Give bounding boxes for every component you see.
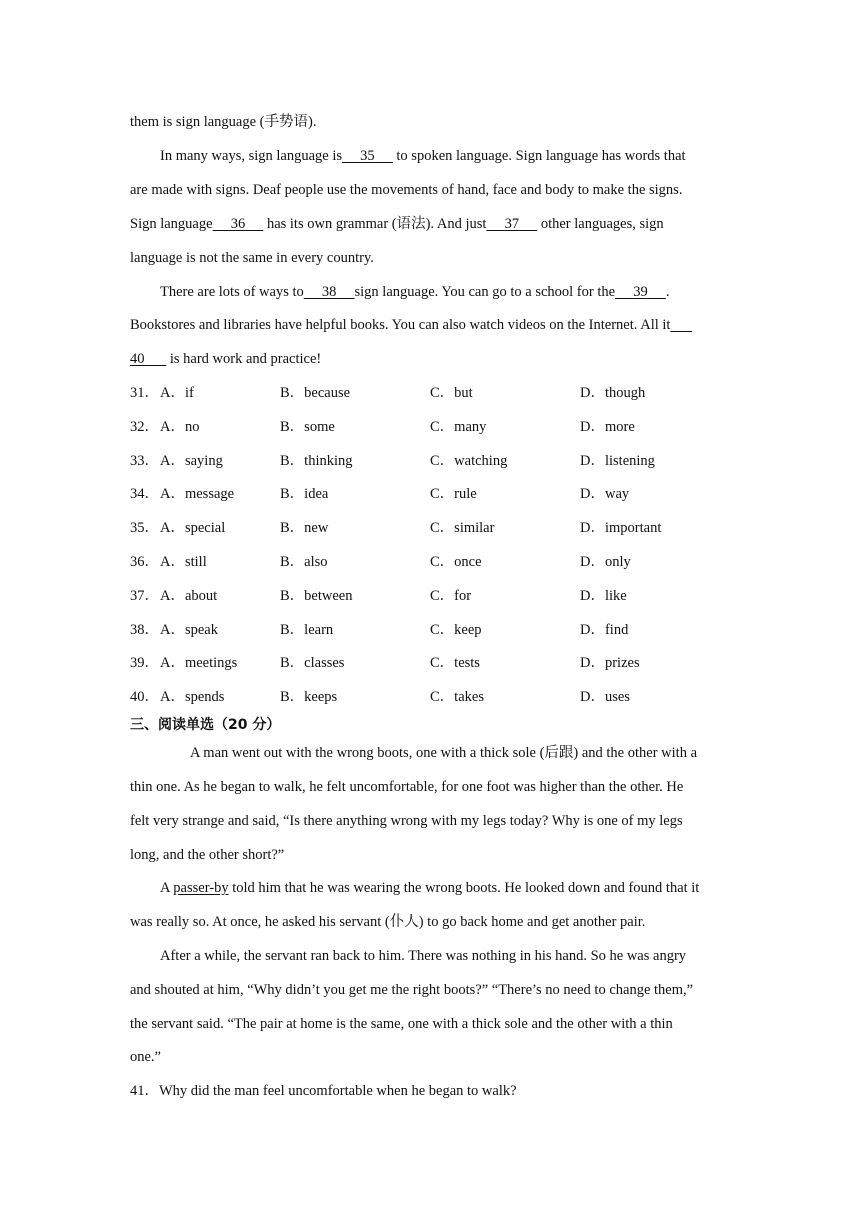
section-heading: 三、阅读单选（20 分） xyxy=(130,717,281,733)
option-b: B．because xyxy=(280,385,351,401)
passage-line: one.” xyxy=(130,1049,161,1065)
passage-line: 40 is hard work and practice! xyxy=(130,351,322,367)
option-b: B．also xyxy=(280,554,328,570)
option-c: C．many xyxy=(430,419,487,435)
option-a: A．meetings xyxy=(160,655,238,671)
passage-line: are made with signs. Deaf people use the movements of hand, face and body to make the signs. xyxy=(130,182,683,198)
blank-39: 39 xyxy=(633,284,648,300)
option-b: B．keeps xyxy=(280,689,338,705)
blank-37: 37 xyxy=(504,216,520,232)
option-b: B．classes xyxy=(280,655,345,671)
option-a: A．about xyxy=(160,588,218,604)
option-d: D．important xyxy=(580,520,662,536)
passage-line: language is not the same in every country. xyxy=(130,250,374,266)
option-b: B．between xyxy=(280,588,353,604)
blank-36: 36 xyxy=(230,216,246,232)
option-a: A．special xyxy=(160,520,226,536)
passage-line: them is sign language (手势语). xyxy=(130,114,317,130)
option-a: A．if xyxy=(160,385,194,401)
option-d: D．find xyxy=(580,622,629,638)
option-a: A．still xyxy=(160,554,207,570)
question-number: 35． xyxy=(130,520,159,536)
question-number: 40． xyxy=(130,689,159,705)
option-c: C．for xyxy=(430,588,472,604)
option-c: C．keep xyxy=(430,622,482,638)
option-d: D．only xyxy=(580,554,631,570)
passage-line: long, and the other short?” xyxy=(130,847,285,863)
option-d: D．more xyxy=(580,419,635,435)
option-b: B．thinking xyxy=(280,453,353,469)
option-d: D．though xyxy=(580,385,646,401)
option-d: D．like xyxy=(580,588,627,604)
option-a: A．spends xyxy=(160,689,225,705)
question-41: 41．Why did the man feel uncomfortable when he began to walk? xyxy=(130,1083,517,1099)
option-a: A．speak xyxy=(160,622,218,638)
option-d: D．uses xyxy=(580,689,630,705)
option-b: B．learn xyxy=(280,622,334,638)
passage-line: A passer-by told him that he was wearing the wrong boots. He looked down and found that it xyxy=(160,880,700,896)
passage-line: and shouted at him, “Why didn’t you get me the right boots?” “There’s no need to change them,” xyxy=(130,982,694,998)
option-c: C．but xyxy=(430,385,473,401)
passage-line: was really so. At once, he asked his servant (仆人) to go back home and get another pair. xyxy=(130,914,646,930)
question-number: 39． xyxy=(130,655,159,671)
option-c: C．watching xyxy=(430,453,508,469)
question-number: 38． xyxy=(130,622,159,638)
underlined-word: passer-by xyxy=(173,880,229,896)
blank-35: 35 xyxy=(360,148,375,164)
question-number: 37． xyxy=(130,588,159,604)
question-number: 32． xyxy=(130,419,159,435)
passage-line: Sign language 36 has its own grammar (语法). And just 37 other languages, sign xyxy=(130,216,664,232)
option-c: C．once xyxy=(430,554,482,570)
passage-line: the servant said. “The pair at home is the same, one with a thick sole and the other with a thin xyxy=(130,1016,673,1032)
option-d: D．prizes xyxy=(580,655,640,671)
passage-line: thin one. As he began to walk, he felt uncomfortable, for one foot was higher than the other. He xyxy=(130,779,684,795)
passage-line: A man went out with the wrong boots, one with a thick sole (后跟) and the other with a xyxy=(190,745,698,761)
option-c: C．tests xyxy=(430,655,480,671)
passage-line: Bookstores and libraries have helpful books. You can also watch videos on the Internet. All it xyxy=(130,317,671,333)
question-number: 31． xyxy=(130,385,159,401)
option-b: B．some xyxy=(280,419,335,435)
passage-line: There are lots of ways to 38 sign language. You can go to a school for the 39 . xyxy=(160,284,670,300)
option-a: A．saying xyxy=(160,453,223,469)
option-d: D．way xyxy=(580,486,630,502)
passage-line: In many ways, sign language is 35 to spoken language. Sign language has words that xyxy=(160,148,686,164)
question-number: 34． xyxy=(130,486,159,502)
blank-38: 38 xyxy=(321,284,337,300)
option-d: D．listening xyxy=(580,453,655,469)
option-c: C．rule xyxy=(430,486,477,502)
question-number: 36． xyxy=(130,554,159,570)
option-c: C．similar xyxy=(430,520,495,536)
passage-line: felt very strange and said, “Is there anything wrong with my legs today? Why is one of my legs xyxy=(130,813,683,829)
option-b: B．new xyxy=(280,520,329,536)
option-c: C．takes xyxy=(430,689,484,705)
option-b: B．idea xyxy=(280,486,329,502)
passage-line: After a while, the servant ran back to him. There was nothing in his hand. So he was angry xyxy=(160,948,687,964)
option-a: A．message xyxy=(160,486,235,502)
option-a: A．no xyxy=(160,419,200,435)
blank-40: 40 xyxy=(130,351,145,367)
question-number: 33． xyxy=(130,453,159,469)
